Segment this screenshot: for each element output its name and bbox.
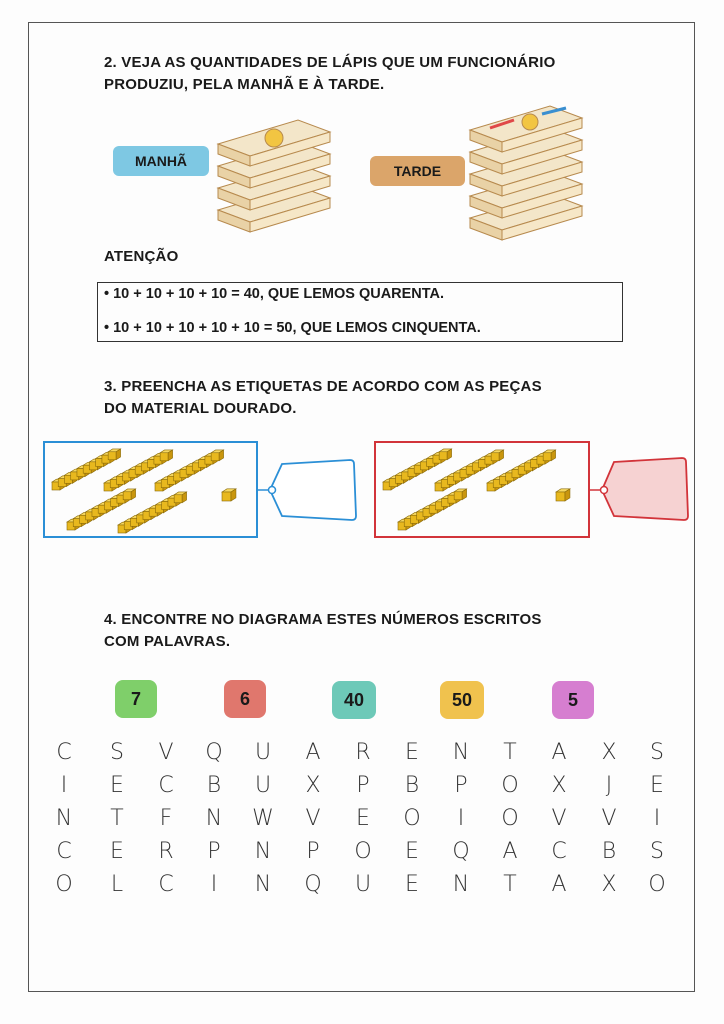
grid-letter[interactable]: X (551, 773, 567, 798)
grid-letter[interactable]: J (605, 773, 613, 798)
grid-letter[interactable]: T (110, 806, 124, 831)
grid-letter[interactable]: V (158, 740, 174, 765)
grid-letter[interactable]: A (502, 839, 518, 864)
grid-letter[interactable]: E (405, 872, 419, 897)
grid-letter[interactable]: R (355, 740, 371, 765)
grid-letter[interactable]: O (648, 872, 666, 897)
grid-letter[interactable]: E (405, 740, 419, 765)
grid-letter[interactable]: L (110, 872, 124, 897)
formula-line-2: • 10 + 10 + 10 + 10 + 10 = 50, QUE LEMOS CINQUENTA. (104, 320, 481, 336)
grid-letter[interactable]: O (501, 806, 519, 831)
grid-letter[interactable]: O (55, 872, 73, 897)
grid-letter[interactable]: E (110, 773, 124, 798)
grid-letter[interactable]: R (158, 839, 174, 864)
red-answer-tag[interactable] (590, 456, 690, 522)
grid-letter[interactable]: S (650, 839, 664, 864)
grid-letter[interactable]: C (158, 773, 174, 798)
grid-letter[interactable]: U (254, 740, 272, 765)
question-4-line-2: COM PALAVRAS. (104, 633, 231, 650)
grid-letter[interactable]: P (454, 773, 468, 798)
grid-letter[interactable]: X (601, 740, 617, 765)
grid-letter[interactable]: N (452, 872, 470, 897)
grid-letter[interactable]: S (650, 740, 664, 765)
grid-letter[interactable]: C (56, 839, 72, 864)
grid-letter[interactable]: O (403, 806, 421, 831)
grid-letter[interactable]: Q (452, 839, 470, 864)
grid-letter[interactable]: W (252, 806, 274, 831)
unit-cube (556, 489, 570, 501)
grid-letter[interactable]: I (210, 872, 218, 897)
grid-letter[interactable]: E (356, 806, 370, 831)
grid-letter[interactable]: S (110, 740, 124, 765)
grid-letter[interactable]: E (650, 773, 664, 798)
grid-letter[interactable]: N (452, 740, 470, 765)
grid-letter[interactable]: Q (205, 740, 223, 765)
number-badge-5: 5 (552, 681, 594, 719)
number-badge-6: 6 (224, 680, 266, 718)
question-2-line-1: 2. VEJA AS QUANTIDADES DE LÁPIS QUE UM FUNCIONÁRIO (104, 54, 556, 71)
grid-letter[interactable]: V (601, 806, 617, 831)
grid-letter[interactable]: O (501, 773, 519, 798)
grid-letter[interactable]: V (551, 806, 567, 831)
morning-label: MANHÃ (113, 146, 209, 176)
number-badge-50: 50 (440, 681, 484, 719)
grid-letter[interactable]: E (405, 839, 419, 864)
grid-letter[interactable]: A (551, 740, 567, 765)
question-3-line-2: DO MATERIAL DOURADO. (104, 400, 297, 417)
number-badge-40: 40 (332, 681, 376, 719)
grid-letter[interactable]: T (503, 740, 517, 765)
grid-letter[interactable]: N (55, 806, 73, 831)
afternoon-label: TARDE (370, 156, 465, 186)
grid-letter[interactable]: T (503, 872, 517, 897)
grid-letter[interactable]: X (601, 872, 617, 897)
formula-line-1: • 10 + 10 + 10 + 10 = 40, QUE LEMOS QUARENTA. (104, 286, 445, 302)
attention-title: ATENÇÃO (104, 248, 179, 265)
question-3-line-1: 3. PREENCHA AS ETIQUETAS DE ACORDO COM AS PEÇAS (104, 378, 542, 395)
grid-letter[interactable]: N (254, 839, 272, 864)
grid-letter[interactable]: A (305, 740, 321, 765)
grid-letter[interactable]: P (207, 839, 221, 864)
grid-letter[interactable]: C (56, 740, 72, 765)
grid-letter[interactable]: P (306, 839, 320, 864)
grid-letter[interactable]: U (354, 872, 372, 897)
grid-letter[interactable]: N (254, 872, 272, 897)
grid-letter[interactable]: B (206, 773, 222, 798)
grid-letter[interactable]: B (404, 773, 420, 798)
grid-letter[interactable]: N (205, 806, 223, 831)
grid-letter[interactable]: O (354, 839, 372, 864)
grid-letter[interactable]: I (457, 806, 465, 831)
grid-letter[interactable]: A (551, 872, 567, 897)
question-2-line-2: PRODUZIU, PELA MANHÃ E À TARDE. (104, 76, 385, 93)
grid-letter[interactable]: P (356, 773, 370, 798)
grid-letter[interactable]: B (601, 839, 617, 864)
grid-letter[interactable]: U (254, 773, 272, 798)
grid-letter[interactable]: Q (304, 872, 322, 897)
grid-letter[interactable]: X (305, 773, 321, 798)
ten-rod (398, 489, 467, 530)
blue-answer-tag[interactable] (258, 458, 358, 522)
grid-letter[interactable]: C (551, 839, 567, 864)
grid-letter[interactable]: E (110, 839, 124, 864)
question-4-line-1: 4. ENCONTRE NO DIAGRAMA ESTES NÚMEROS ESCRITOS (104, 611, 542, 628)
unit-cube (222, 489, 236, 501)
grid-letter[interactable]: I (653, 806, 661, 831)
grid-letter[interactable]: V (305, 806, 321, 831)
grid-letter[interactable]: C (158, 872, 174, 897)
number-badge-7: 7 (115, 680, 157, 718)
grid-letter[interactable]: I (60, 773, 68, 798)
grid-letter[interactable]: F (159, 806, 173, 831)
